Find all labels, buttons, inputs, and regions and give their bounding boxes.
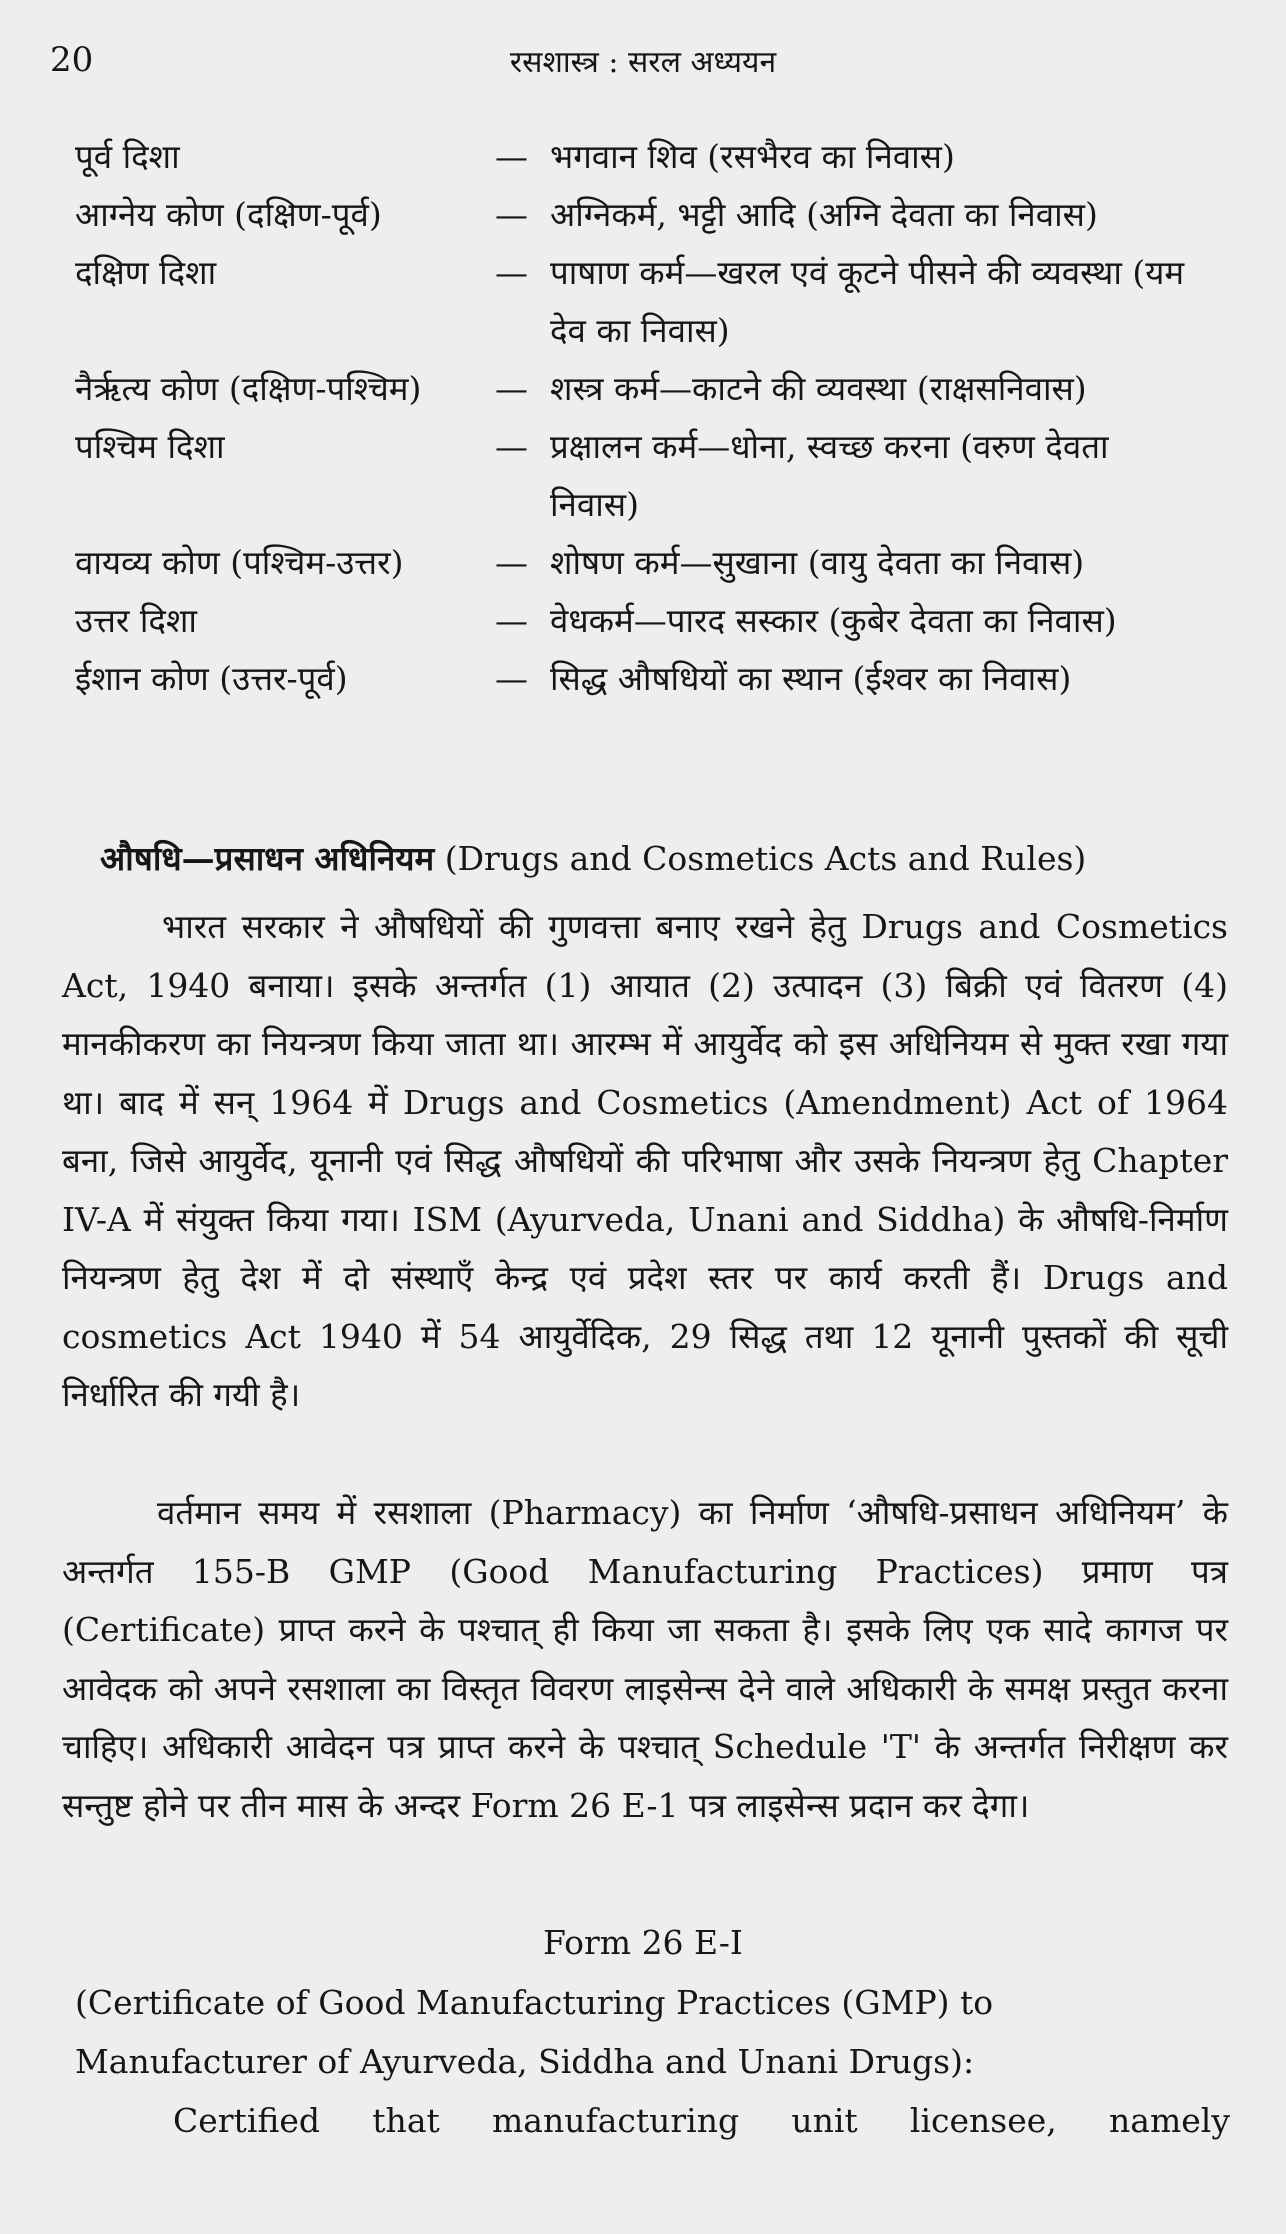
direction-row [75, 592, 1225, 650]
direction-description: शोषण कर्म—सुखाना (वायु देवता का निवास) [550, 543, 1085, 582]
direction-row [75, 534, 1225, 592]
dash-separator: — [495, 427, 528, 466]
dash-separator: — [495, 601, 528, 640]
direction-description: वेधकर्म—पारद सस्कार (कुबेर देवता का निवास) [550, 601, 1117, 640]
direction-row [75, 128, 1225, 186]
body-paragraph-gmp: वर्तमान समय में रसशाला (Pharmacy) का निर्माण ‘औषधि-प्रसाधन अधिनियम’ के अन्तर्गत 155-B GMP (Good Manufacturing Practices) प्रमाण पत्र (Certificate) प्राप्त करने के पश्चात् ही किया जा सकता है। इसके लिए एक सादे कागज पर आवेदक को अपने रसशाला का विस्तृत विवरण लाइसेन्स देने वाले अधिकारी के समक्ष प्रस्तुत करना चाहिए। अधिकारी आवेदन पत्र प्राप्त करने के पश्चात् Schedule 'T' के अन्तर्गत निरीक्षण कर सन्तुष्ट होने पर तीन मास के अन्दर Form 26 E-1 पत्र लाइसेन्स प्रदान कर देगा। [62, 1493, 1228, 1825]
page-header [0, 40, 1286, 90]
dash-separator: — [495, 369, 528, 408]
direction-term: पश्चिम दिशा [75, 427, 225, 466]
form-title: Form 26 E-I [543, 1923, 743, 1962]
direction-term: दक्षिण दिशा [75, 253, 217, 292]
dash-separator: — [495, 195, 528, 234]
direction-term: वायव्य कोण (पश्चिम-उत्तर) [75, 543, 404, 582]
direction-description: शस्त्र कर्म—काटने की व्यवस्था (राक्षसनिवास) [550, 369, 1087, 408]
direction-term: उत्तर दिशा [75, 601, 197, 640]
direction-term: नैर्ऋत्य कोण (दक्षिण-पश्चिम) [75, 369, 422, 408]
direction-row [75, 360, 1225, 418]
section-heading-english: (Drugs and Cosmetics Acts and Rules) [444, 839, 1087, 878]
dash-separator: — [495, 659, 528, 698]
direction-list [75, 128, 1225, 708]
direction-row [75, 244, 1225, 360]
direction-row [75, 186, 1225, 244]
body-paragraph-acts: भारत सरकार ने औषधियों की गुणवत्ता बनाए रखने हेतु Drugs and Cosmetics Act, 1940 बनाया। इसके अन्तर्गत (1) आयात (2) उत्पादन (3) बिक्री एवं वितरण (4) मानकीकरण का नियन्त्रण किया जाता था। आरम्भ में आयुर्वेद को इस अधिनियम से मुक्त रखा गया था। बाद में सन् 1964 में Drugs and Cosmetics (Amendment) Act of 1964 बना, जिसे आयुर्वेद, यूनानी एवं सिद्ध औषधियों की परिभाषा और उसके नियन्त्रण हेतु Chapter IV-A में संयुक्त किया गया। ISM (Ayurveda, Unani and Siddha) के औषधि-निर्माण नियन्त्रण हेतु देश में दो संस्थाएँ केन्द्र एवं प्रदेश स्तर पर कार्य करती हैं। Drugs and cosmetics Act 1940 में 54 आयुर्वेदिक, 29 सिद्ध तथा 12 यूनानी पुस्तकों की सूची निर्धारित की गयी है। [62, 907, 1228, 1414]
direction-row [75, 418, 1225, 534]
direction-term: ईशान कोण (उत्तर-पूर्व) [75, 659, 348, 698]
running-title: रसशास्त्र : सरल अध्ययन [509, 45, 777, 80]
direction-description: प्रक्षालन कर्म—धोना, स्वच्छ करना (वरुण देवता निवास) [550, 427, 1109, 524]
section-heading [100, 830, 1086, 888]
direction-description: पाषाण कर्म—खरल एवं कूटने पीसने की व्यवस्था (यम देव का निवास) [550, 253, 1185, 350]
direction-description: अग्निकर्म, भट्टी आदि (अग्नि देवता का निवास) [550, 195, 1098, 234]
direction-description: भगवान शिव (रसभैरव का निवास) [550, 137, 955, 176]
direction-row [75, 650, 1225, 708]
direction-term: पूर्व दिशा [75, 137, 180, 176]
form-caption: (Certificate of Good Manufacturing Practices (GMP) to Manufacturer of Ayurveda, Siddha and Unani Drugs): [75, 1983, 994, 2081]
direction-term: आग्नेय कोण (दक्षिण-पूर्व) [75, 195, 382, 234]
dash-separator: — [495, 543, 528, 582]
dash-separator: — [495, 137, 528, 176]
dash-separator: — [495, 253, 528, 292]
page-number: 20 [50, 40, 94, 80]
certified-line: Certified that manufacturing unit licensee, namely [173, 2101, 1230, 2140]
section-heading-hindi: औषधि—प्रसाधन अधिनियम [100, 839, 435, 878]
direction-description: सिद्ध औषधियों का स्थान (ईश्वर का निवास) [550, 659, 1072, 698]
